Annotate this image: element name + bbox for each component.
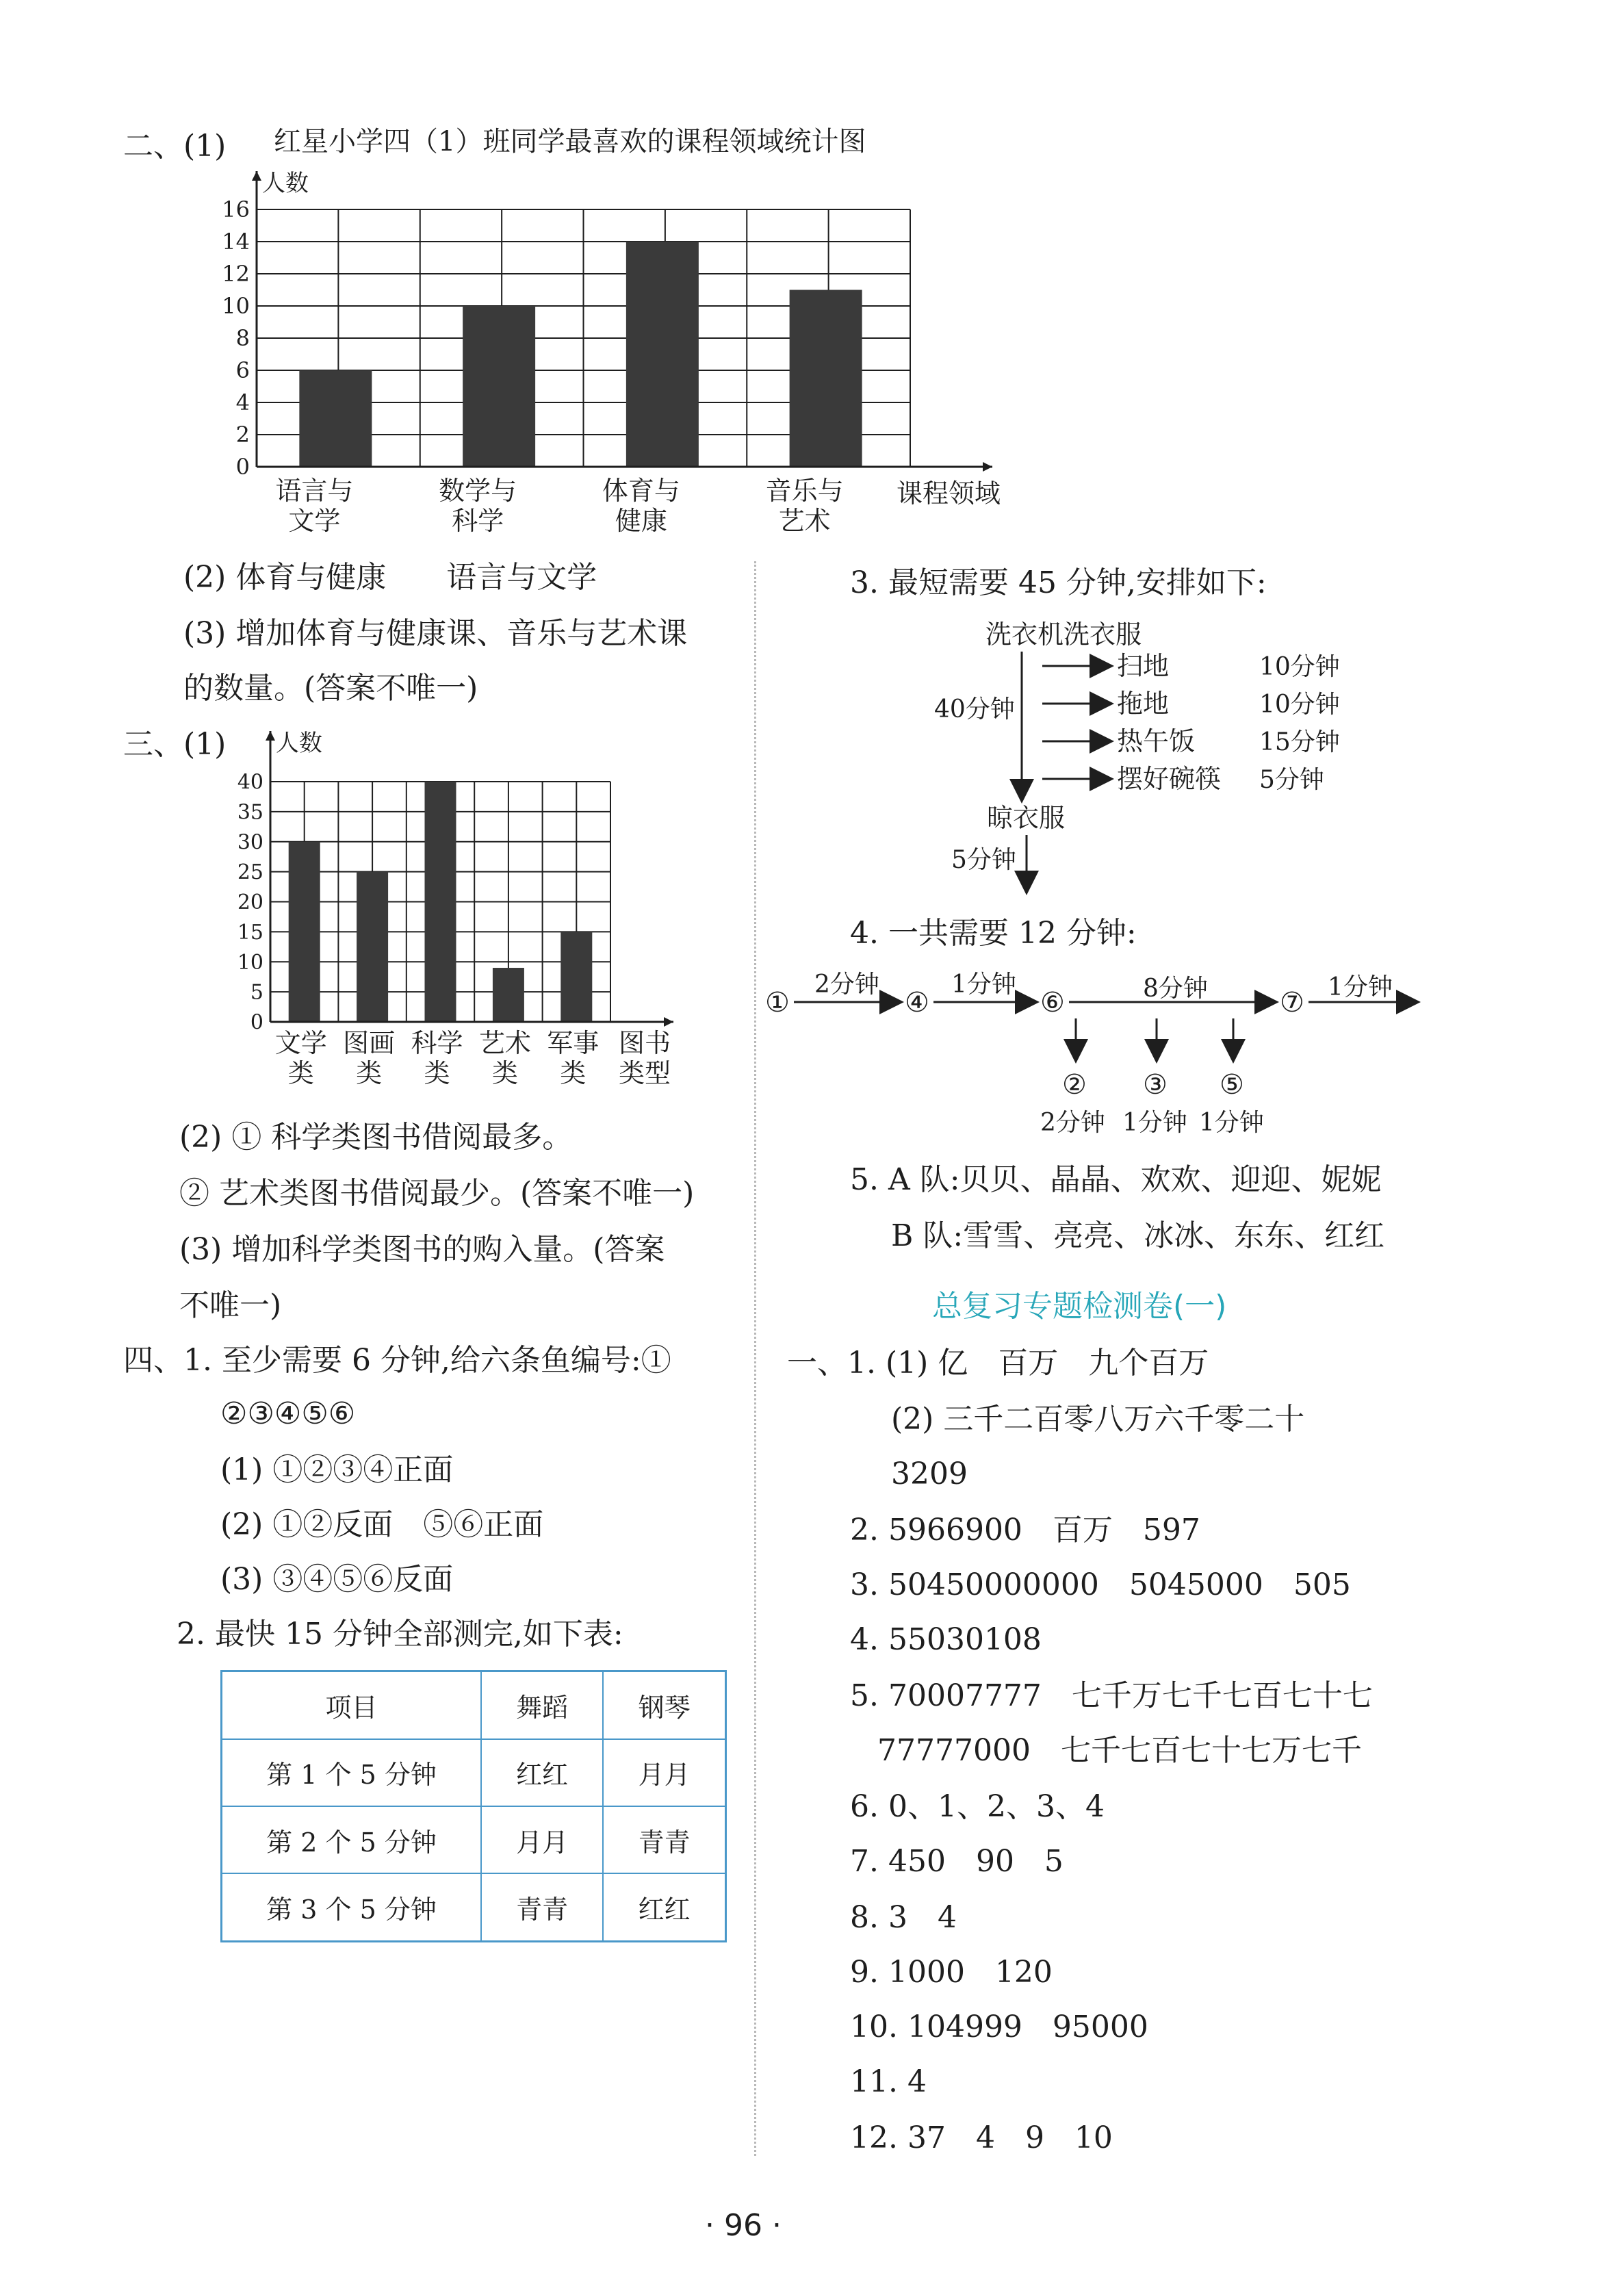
flow4-sub-node: ② xyxy=(1062,1069,1087,1101)
r-a3: 3. 50450000000 5045000 505 xyxy=(850,1567,1351,1602)
flow3-time: 5分钟 xyxy=(1259,766,1324,794)
flow4-node: ⑦ xyxy=(1280,987,1304,1018)
r-q4: 4. 一共需要 12 分钟: xyxy=(850,916,1137,951)
table-cell: 青青 xyxy=(603,1806,725,1873)
table-cell: 月月 xyxy=(481,1806,603,1873)
laundry-flow-diagram xyxy=(917,609,1396,910)
x-tick-label: 类 xyxy=(491,1058,518,1088)
s2-q2: (2) 体育与健康 语言与文学 xyxy=(183,560,597,595)
r-a1: 一、1. (1) 亿 百万 九个百万 xyxy=(787,1346,1209,1381)
x-tick-label: 科学 xyxy=(452,506,504,536)
flow3-task: 热午饭 xyxy=(1117,726,1196,756)
y-tick-label: 0 xyxy=(235,454,250,480)
table-row xyxy=(222,1873,726,1941)
y-axis-arrowhead xyxy=(266,731,275,741)
y-tick-label: 0 xyxy=(250,1010,263,1035)
r-a10: 10. 104999 95000 xyxy=(850,2010,1148,2044)
section-title: 总复习专题检测卷(一) xyxy=(932,1289,1227,1324)
flow4-node: ④ xyxy=(905,987,929,1018)
s4-q1b: ②③④⑤⑥ xyxy=(220,1396,356,1431)
bar-图画类 xyxy=(357,872,388,1022)
x-tick-label: 类 xyxy=(356,1058,383,1088)
table-cell: 月月 xyxy=(603,1739,725,1806)
bar-军事类 xyxy=(560,932,592,1022)
x-axis-arrowhead xyxy=(983,462,992,472)
table-cell: 第 1 个 5 分钟 xyxy=(222,1739,482,1806)
flow4-time: 8分钟 xyxy=(1143,975,1208,1003)
y-tick-label: 8 xyxy=(235,325,250,352)
r-a1b: (2) 三千二百零八万六千零二十 xyxy=(891,1402,1305,1437)
s2-q3a: (3) 增加体育与健康课、音乐与艺术课 xyxy=(183,616,688,651)
y-tick-label: 10 xyxy=(222,293,250,320)
x-tick-label: 音乐与 xyxy=(765,476,844,506)
y-tick-label: 2 xyxy=(235,422,250,448)
x-tick-label: 图画 xyxy=(343,1028,396,1058)
bar-体育与健康 xyxy=(626,242,699,467)
x-tick-label: 文学 xyxy=(288,506,341,536)
x-axis-arrowhead xyxy=(664,1017,673,1027)
flow3-time: 10分钟 xyxy=(1259,653,1340,681)
flow4-time: 1分钟 xyxy=(951,971,1016,999)
y-tick-label: 5 xyxy=(250,980,263,1005)
y-axis-arrowhead xyxy=(252,171,261,181)
page-number: · 96 · xyxy=(705,2208,782,2243)
flow3-time: 10分钟 xyxy=(1259,691,1340,719)
s2-q3b: 的数量。(答案不唯一) xyxy=(183,671,478,706)
flow4-sub-time: 1分钟 xyxy=(1122,1109,1187,1137)
s4-q1a: 四、1. 至少需要 6 分钟,给六条鱼编号:① xyxy=(123,1343,671,1378)
s3-q3b: 不唯一) xyxy=(179,1288,282,1323)
flow3-top: 洗衣机洗衣服 xyxy=(985,619,1142,650)
r-a7: 7. 450 90 5 xyxy=(850,1844,1064,1879)
x-tick-label: 体育与 xyxy=(602,476,680,506)
r-a8: 8. 3 4 xyxy=(850,1900,957,1935)
y-tick-label: 30 xyxy=(237,830,263,855)
y-tick-label: 6 xyxy=(235,357,250,384)
s4-q1d: (2) ①②反面 ⑤⑥正面 xyxy=(220,1507,544,1542)
bar-数学与科学 xyxy=(463,306,535,467)
test-schedule-table xyxy=(220,1670,727,1942)
course-domain-bar-chart xyxy=(192,123,1040,548)
y-tick-label: 40 xyxy=(237,770,263,795)
r-a6: 6. 0、1、2、3、4 xyxy=(850,1789,1105,1824)
flow4-sub-node: ③ xyxy=(1143,1069,1168,1101)
y-tick-label: 4 xyxy=(235,389,250,416)
flow4-time: 1分钟 xyxy=(1328,973,1393,1001)
x-tick-label: 类 xyxy=(287,1058,314,1088)
x-axis-label: 课程领域 xyxy=(897,478,1001,509)
table-cell: 第 2 个 5 分钟 xyxy=(222,1806,482,1873)
y-tick-label: 25 xyxy=(237,860,263,885)
flow4-time: 2分钟 xyxy=(814,971,879,999)
bar-音乐与艺术 xyxy=(790,290,862,467)
r-q3: 3. 最短需要 45 分钟,安排如下: xyxy=(850,565,1267,600)
x-tick-label: 类 xyxy=(560,1058,587,1088)
table-cell: 青青 xyxy=(481,1873,603,1941)
flow3-task: 摆好碗筷 xyxy=(1117,764,1222,794)
y-axis-label: 人数 xyxy=(276,729,322,757)
s3-q3a: (3) 增加科学类图书的购入量。(答案 xyxy=(179,1232,665,1267)
flow3-side-time: 40分钟 xyxy=(934,695,1015,723)
flow3-bottom-time: 5分钟 xyxy=(951,846,1016,874)
flow3-time: 15分钟 xyxy=(1259,728,1340,756)
x-tick-label: 类 xyxy=(424,1058,450,1088)
section-3-label: 三、(1) xyxy=(123,727,227,762)
x-tick-label: 艺术 xyxy=(478,1028,531,1058)
bar-艺术类 xyxy=(493,968,524,1022)
r-a1c: 3209 xyxy=(891,1457,968,1491)
table-header-row xyxy=(222,1671,726,1739)
flow4-sub-node: ⑤ xyxy=(1220,1069,1244,1101)
table-cell: 红红 xyxy=(603,1873,725,1941)
table-row xyxy=(222,1806,726,1873)
flow3-task: 拖地 xyxy=(1117,689,1170,719)
r-a4: 4. 55030108 xyxy=(850,1622,1042,1657)
y-tick-label: 14 xyxy=(222,229,250,255)
bar-科学类 xyxy=(425,782,456,1022)
y-tick-label: 20 xyxy=(237,890,263,914)
table-header: 项目 xyxy=(222,1671,482,1739)
flow4-node: ① xyxy=(765,987,790,1018)
bar-语言与文学 xyxy=(299,370,372,467)
book-type-bar-chart xyxy=(219,719,753,1102)
column-divider xyxy=(754,561,756,2156)
r-a11: 11. 4 xyxy=(850,2064,927,2099)
s3-q2a: (2) ① 科学类图书借阅最多。 xyxy=(179,1120,573,1155)
x-tick-label: 健康 xyxy=(615,506,667,536)
r-a5b: 77777000 七千七百七十七万七千 xyxy=(877,1733,1362,1768)
table-header: 钢琴 xyxy=(603,1671,725,1739)
r-a9: 9. 1000 120 xyxy=(850,1955,1053,1990)
y-tick-label: 15 xyxy=(237,920,263,945)
x-tick-label: 军事 xyxy=(547,1028,600,1058)
r-a2: 2. 5966900 百万 597 xyxy=(850,1513,1200,1548)
y-axis-label: 人数 xyxy=(262,169,309,197)
table-row xyxy=(222,1739,726,1806)
y-tick-label: 12 xyxy=(222,261,250,287)
r-a5: 5. 70007777 七千万七千七百七十七 xyxy=(850,1678,1373,1713)
table-header: 舞蹈 xyxy=(481,1671,603,1739)
bar-文学类 xyxy=(289,842,320,1022)
s4-q1c: (1) ①②③④正面 xyxy=(220,1452,454,1487)
flow4-sub-time: 1分钟 xyxy=(1199,1109,1264,1137)
x-tick-label: 数学与 xyxy=(439,476,517,506)
s4-q2: 2. 最快 15 分钟全部测完,如下表: xyxy=(177,1617,623,1652)
x-tick-label: 语言与 xyxy=(275,476,354,506)
s3-q2b: ② 艺术类图书借阅最少。(答案不唯一) xyxy=(179,1176,695,1211)
sequence-flow-diagram xyxy=(760,958,1444,1157)
r-q5b: B 队:雪雪、亮亮、冰冰、东东、红红 xyxy=(891,1218,1385,1253)
x-tick-label: 文学 xyxy=(274,1028,327,1058)
y-tick-label: 10 xyxy=(237,950,263,975)
flow4-sub-time: 2分钟 xyxy=(1040,1109,1105,1137)
r-q5a: 5. A 队:贝贝、晶晶、欢欢、迎迎、妮妮 xyxy=(850,1162,1382,1197)
chart-title: 红星小学四（1）班同学最喜欢的课程领域统计图 xyxy=(274,126,866,157)
table-cell: 第 3 个 5 分钟 xyxy=(222,1873,482,1941)
table-cell: 红红 xyxy=(481,1739,603,1806)
x-tick-label: 科学 xyxy=(411,1028,463,1058)
y-tick-label: 35 xyxy=(237,800,263,825)
y-tick-label: 16 xyxy=(222,196,250,223)
flow3-bottom: 晾衣服 xyxy=(987,803,1066,833)
s4-q1e: (3) ③④⑤⑥反面 xyxy=(220,1562,454,1597)
flow4-node: ⑥ xyxy=(1040,987,1065,1018)
x-axis-label: 图书 xyxy=(619,1028,671,1058)
x-tick-label: 艺术 xyxy=(778,506,831,536)
r-a12: 12. 37 4 9 10 xyxy=(850,2120,1113,2155)
section-2-label: 二、(1) xyxy=(123,129,227,164)
x-axis-label: 类型 xyxy=(619,1058,671,1088)
flow3-task: 扫地 xyxy=(1117,651,1170,681)
